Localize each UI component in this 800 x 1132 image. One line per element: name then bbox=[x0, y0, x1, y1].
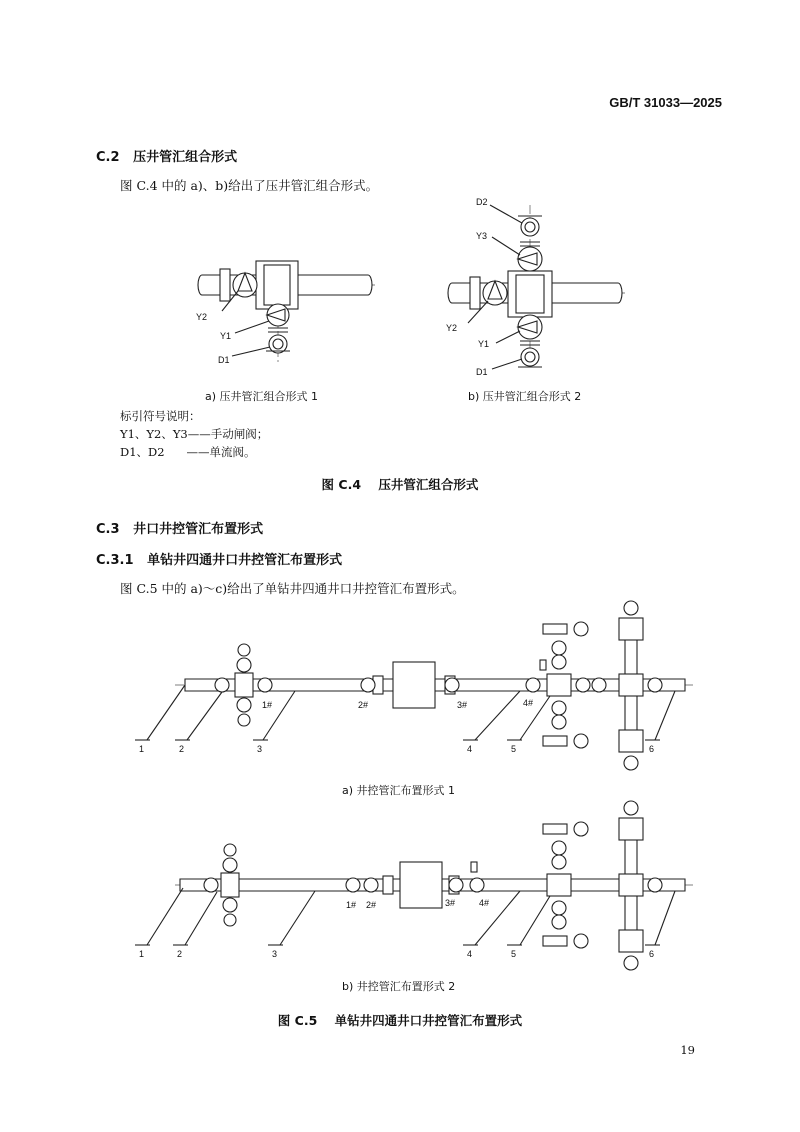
figure-c5b-caption: b) 井控管汇布置形式 2 bbox=[342, 980, 456, 993]
callout-3: 3 bbox=[272, 949, 278, 959]
section-c31-paragraph: 图 C.5 中的 a)～c)给出了单钻井四通井口井控管汇布置形式。 bbox=[120, 581, 465, 596]
section-c2-paragraph: 图 C.4 中的 a)、b)给出了压井管汇组合形式。 bbox=[120, 178, 379, 193]
label-y3: Y3 bbox=[476, 231, 488, 241]
figure-c4b-diagram bbox=[440, 195, 630, 380]
callout-4: 4 bbox=[467, 949, 473, 959]
callout-6: 6 bbox=[649, 744, 655, 754]
callout-5: 5 bbox=[511, 949, 517, 959]
callout-6: 6 bbox=[649, 949, 655, 959]
figure-c4a-diagram bbox=[190, 255, 380, 370]
callout-3: 3 bbox=[257, 744, 263, 754]
figure-c5a-diagram bbox=[125, 600, 695, 775]
section-number: C.3 bbox=[96, 522, 120, 537]
label-d1: D1 bbox=[476, 367, 488, 377]
section-number: C.3.1 bbox=[96, 553, 134, 568]
valve-label-2: 2# bbox=[366, 900, 377, 910]
legend-item-check-valve: D1、D2 ——单流阀。 bbox=[120, 445, 256, 459]
figure-c5b-diagram bbox=[125, 800, 695, 975]
callout-5: 5 bbox=[511, 744, 517, 754]
figure-c4b-caption: b) 压井管汇组合形式 2 bbox=[468, 390, 582, 403]
valve-label-4: 4# bbox=[479, 898, 490, 908]
section-number: C.2 bbox=[96, 150, 120, 165]
figure-c5a-caption: a) 井控管汇布置形式 1 bbox=[342, 784, 456, 797]
figure-c5-title: 图 C.5 单钻井四通井口井控管汇布置形式 bbox=[277, 1013, 523, 1028]
section-title: 井口井控管汇布置形式 bbox=[133, 522, 264, 537]
section-c31-heading bbox=[96, 549, 342, 568]
label-y2: Y2 bbox=[446, 323, 458, 333]
standard-number: GB/T 31033—2025 bbox=[609, 95, 722, 110]
label-d2: D2 bbox=[476, 197, 488, 207]
callout-1: 1 bbox=[139, 949, 145, 959]
section-title: 压井管汇组合形式 bbox=[133, 150, 238, 165]
valve-label-2: 2# bbox=[358, 700, 369, 710]
label-y1: Y1 bbox=[220, 331, 232, 341]
label-y1: Y1 bbox=[478, 339, 490, 349]
callout-2: 2 bbox=[179, 744, 185, 754]
callout-2: 2 bbox=[177, 949, 183, 959]
callout-1: 1 bbox=[139, 744, 145, 754]
section-c2-heading bbox=[96, 146, 237, 165]
figure-c4-title: 图 C.4 压井管汇组合形式 bbox=[321, 477, 479, 492]
section-c3-heading bbox=[96, 518, 263, 537]
callout-4: 4 bbox=[467, 744, 473, 754]
section-title: 单钻井四通井口井控管汇布置形式 bbox=[147, 553, 343, 568]
label-d1: D1 bbox=[218, 355, 230, 365]
valve-label-4: 4# bbox=[523, 698, 534, 708]
valve-label-3: 3# bbox=[457, 700, 468, 710]
valve-label-1: 1# bbox=[262, 700, 273, 710]
valve-label-1: 1# bbox=[346, 900, 357, 910]
page-number: 19 bbox=[680, 1043, 695, 1057]
valve-label-3: 3# bbox=[445, 898, 456, 908]
figure-c4a-caption: a) 压井管汇组合形式 1 bbox=[205, 390, 319, 403]
label-y2: Y2 bbox=[196, 312, 208, 322]
legend-title: 标引符号说明： bbox=[120, 409, 201, 423]
legend-item-manual-valve: Y1、Y2、Y3——手动闸阀； bbox=[120, 427, 269, 441]
